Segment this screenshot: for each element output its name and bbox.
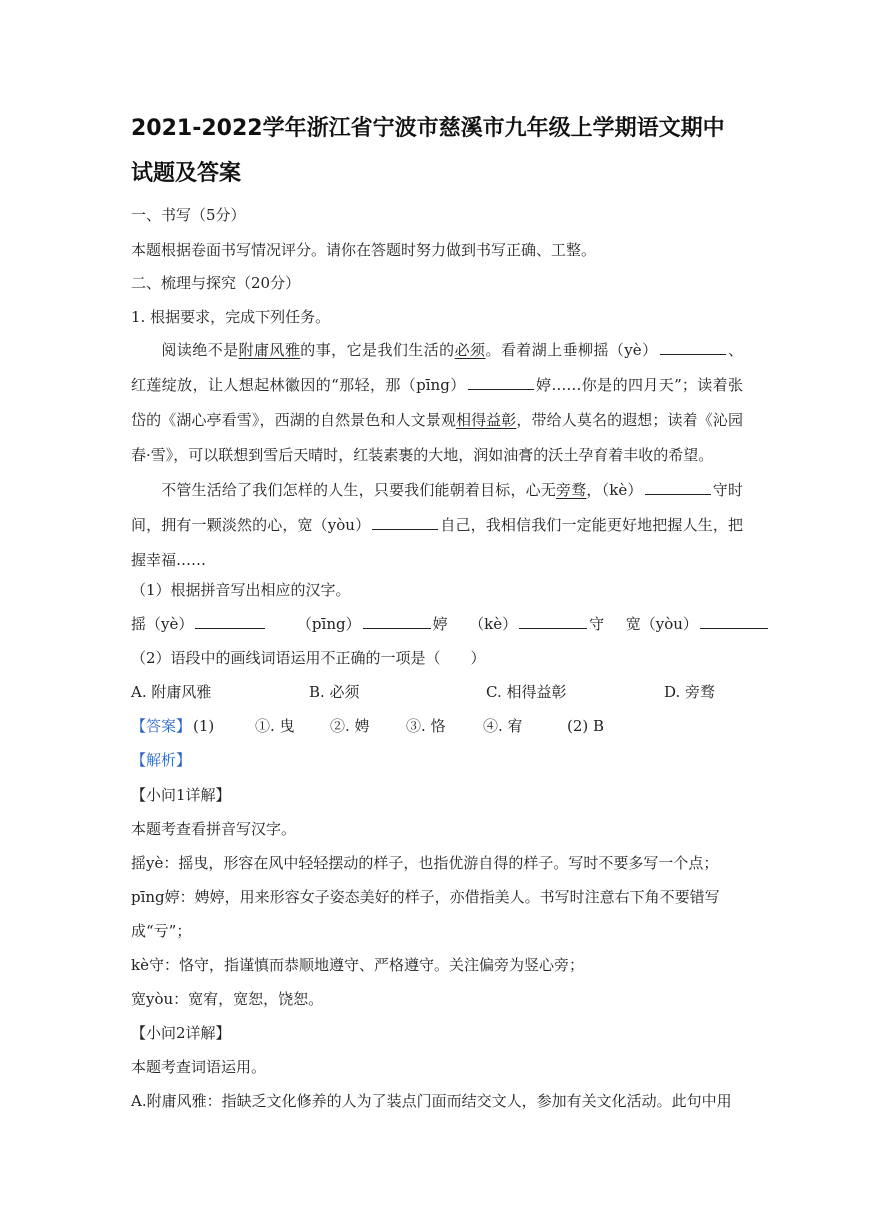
sub-question-1: （1）根据拼音写出相应的汉字。 [131,581,351,599]
section-1-heading: 一、书写（5分） [131,206,246,224]
answer-blank [363,614,431,629]
fill-label-4: 宽（yòu） [625,615,698,633]
answer-blank [372,515,438,530]
underlined-word-2: 必须 [454,341,486,359]
passage-text: ，（kè） [586,481,643,499]
sub-analysis-1-heading: 【小问1详解】 [131,786,231,804]
answer-item-1: ①. 曳 [255,717,295,735]
option-c: C. 相得益彰 [486,683,567,701]
explanation-line: A.附庸风雅：指缺乏文化修养的人为了装点门面而结交文人，参加有关文化活动。此句中用 [131,1092,732,1110]
explanation-line: pīng婷：娉婷，用来形容女子姿态美好的样子，亦借指美人。书写时注意右下角不要错写 [131,888,720,906]
section-2-heading: 二、梳理与探究（20分） [131,274,301,292]
answer-blank [645,480,711,495]
sub-analysis-2-heading: 【小问2详解】 [131,1024,231,1042]
answer-blank [195,614,265,629]
explanation-line: 摇yè：摇曳，形容在风中轻轻摆动的样子，也指优游自得的样子。写时不要多写一个点； [131,854,719,872]
sub-analysis-1-intro: 本题考查看拼音写汉字。 [131,820,297,838]
underlined-word-1: 附庸风雅 [238,341,301,359]
answer-item-2: ②. 娉 [330,717,370,735]
answer-blank [519,614,587,629]
sub-question-2: （2）语段中的画线词语运用不正确的一项是（ ） [131,649,486,667]
passage-text: 阅读绝不是 [161,341,239,359]
option-d: D. 旁骛 [664,683,716,701]
passage-text: 婷……你是的四月天”；读着张岱的《湖心亭看雪》，西湖的自然景色和人文景观 [131,376,744,429]
passage-text: 不管生活给了我们怎样的人生，只要我们能朝着目标，心无 [161,481,557,499]
section-1-text: 本题根据卷面书写情况评分。请你在答题时努力做到书写正确、工整。 [131,241,597,259]
fill-label-2b: 婷 [432,615,448,633]
answer-part-2: (2) B [567,717,605,735]
title-line-1: 2021-2022学年浙江省宁波市慈溪市九年级上学期语文期中 [131,116,725,141]
passage-text: 的事，它是我们生活的 [300,341,455,359]
passage-paragraph-1 [131,333,743,473]
answer-label: 【答案】 [131,717,192,735]
passage-paragraph-2 [131,473,743,578]
answer-blank [468,375,534,390]
answer-item-3: ③. 恪 [406,717,446,735]
fill-label-2: （pīng） [296,615,361,633]
passage-text: 。看着湖上垂柳摇（yè） [485,341,658,359]
answer-part-1: (1) [193,717,215,735]
explanation-line: 宽yòu：宽宥，宽恕，饶恕。 [131,990,324,1008]
passage-text: 守时间，拥有一颗淡然的心，宽（yòu） [131,481,743,534]
analysis-label: 【解析】 [131,751,192,769]
title-line-2: 试题及答案 [131,161,242,186]
fill-label-3b: 守 [589,615,605,633]
explanation-line: kè守：恪守，指谨慎而恭顺地遵守、严格遵守。关注偏旁为竖心旁； [131,956,584,974]
underlined-word-3: 相得益彰 [455,411,517,429]
fill-label-3: （kè） [469,615,518,633]
option-b: B. 必须 [309,683,360,701]
underlined-word-4: 旁骛 [556,481,587,499]
explanation-line: 成“亏”； [131,922,192,940]
answer-blank [660,340,726,355]
answer-item-4: ④. 宥 [483,717,523,735]
option-a: A. 附庸风雅 [131,683,212,701]
passage-text: ，带给人莫名的遐想；读着《沁园春·雪》，可以联想到雪后天晴时，红装素裹的大地，润如油膏的沃土孕育着丰收的希望。 [131,411,743,464]
fill-in-row [131,613,770,635]
fill-label-1: 摇（yè） [131,615,194,633]
sub-analysis-2-intro: 本题考查词语运用。 [131,1058,267,1076]
passage-text: 、红莲绽放，让人想起林徽因的“那轻，那（pīng） [131,341,743,394]
passage-text: 自己，我相信我们一定能更好地把握人生，把握幸福…… [131,516,743,569]
answer-blank [700,614,768,629]
question-1-stem: 1. 根据要求，完成下列任务。 [131,308,331,326]
